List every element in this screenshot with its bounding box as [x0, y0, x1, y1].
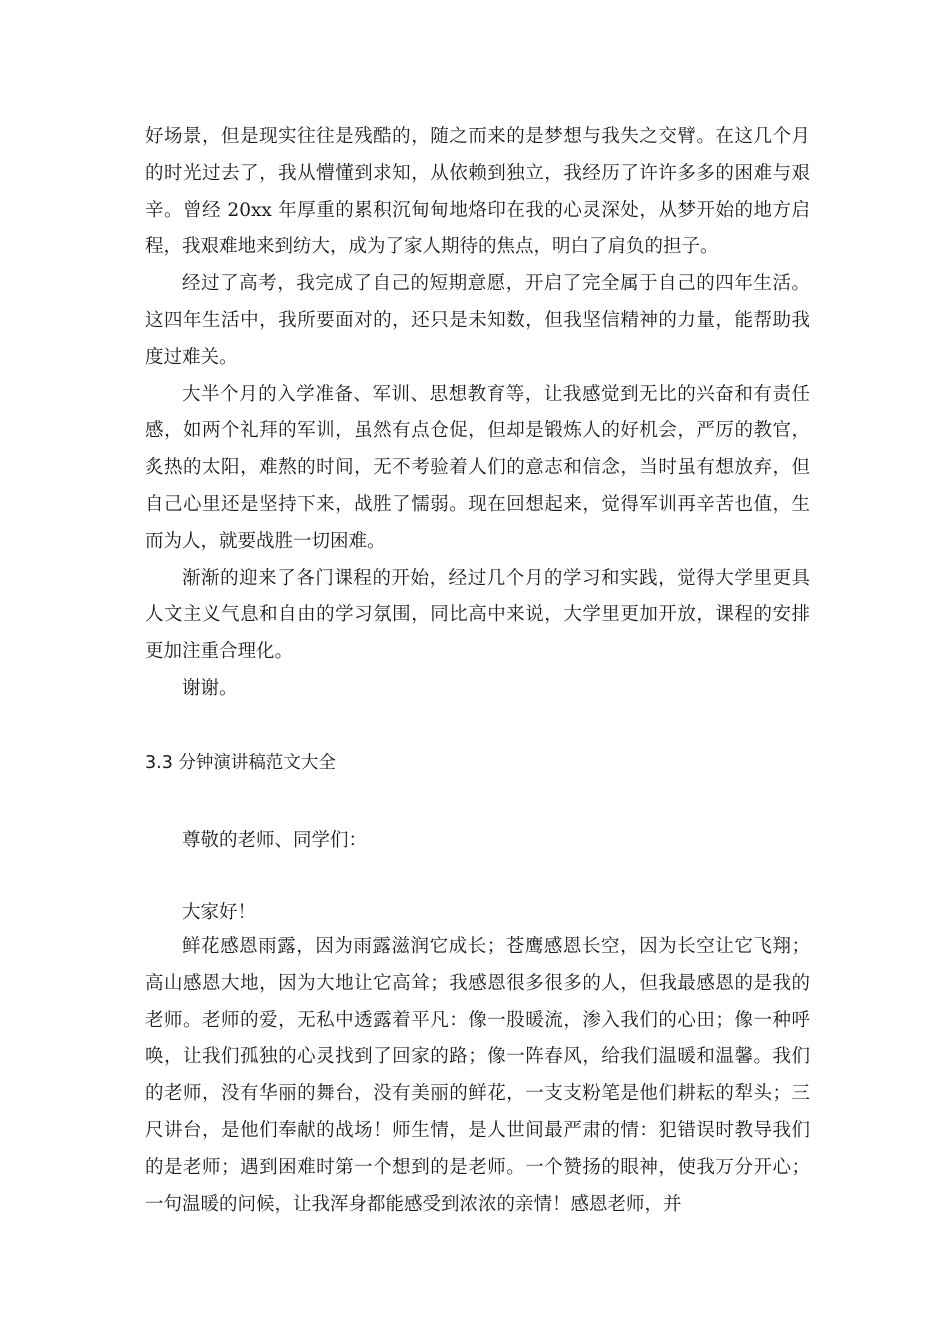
- paragraph-continuation: 好场景，但是现实往往是残酷的，随之而来的是梦想与我失之交臂。在这几个月的时光过去了，我从懵懂到求知，从依赖到独立，我经历了许许多多的困难与艰辛。曾经 20xx 年厚重的累积沉甸甸地烙印在我的心灵深处，从梦开始的地方启程，我艰难地来到纺大，成为了家人期待的焦点，明白了肩负的担子。: [145, 126, 810, 258]
- paragraph-gratitude: 鲜花感恩雨露，因为雨露滋润它成长；苍鹰感恩长空，因为长空让它飞翔；高山感恩大地，因为大地让它高耸；我感恩很多很多的人，但我最感恩的是我的老师。老师的爱，无私中透露着平凡：像一股暖流，渗入我们的心田；像一种呼唤，让我们孤独的心灵找到了回家的路；像一阵春风，给我们温暖和温馨。我们的老师，没有华丽的舞台，没有美丽的鲜花，一支支粉笔是他们耕耘的犁头；三尺讲台，是他们奉献的战场！师生情，是人世间最严肃的情：犯错误时教导我们的是老师；遇到困难时第一个想到的是老师。一个赞扬的眼神，使我万分开心；一句温暖的问候，让我浑身都能感受到浓浓的亲情！感恩老师，并: [145, 936, 810, 1215]
- paragraph-thanks: 谢谢。: [182, 677, 238, 699]
- paragraph-gaokao: 经过了高考，我完成了自己的短期意愿，开启了完全属于自己的四年生活。这四年生活中，我所要面对的，还只是未知数，但我坚信精神的力量，能帮助我度过难关。: [145, 273, 810, 368]
- paragraph-military-training: 大半个月的入学准备、军训、思想教育等，让我感觉到无比的兴奋和有责任感，如两个礼拜的军训，虽然有点仓促，但却是锻炼人的好机会，严厉的教官，炙热的太阳，难熬的时间，无不考验着人们的意志和信念，当时虽有想放弃，但自己心里还是坚持下来，战胜了懦弱。现在回想起来，觉得军训再辛苦也值，生而为人，就要战胜一切困难。: [145, 383, 810, 552]
- salutation-teachers: 尊敬的老师、同学们：: [182, 830, 368, 851]
- body-text-bottom: [145, 929, 810, 1223]
- salutation-greeting: 大家好！: [182, 902, 257, 923]
- paragraph-courses: 渐渐的迎来了各门课程的开始，经过几个月的学习和实践，觉得大学里更具人文主义气息和自由的学习氛围，同比高中来说，大学里更加开放，课程的安排更加注重合理化。: [145, 567, 810, 663]
- section-heading: 3.3 分钟演讲稿范文大全: [145, 753, 336, 773]
- body-text-top: [145, 119, 810, 708]
